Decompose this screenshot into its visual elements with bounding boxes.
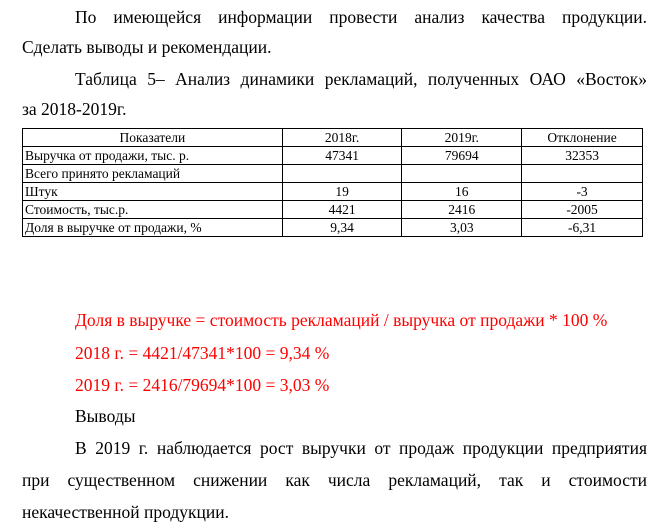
conclusion-line-1: В 2019 г. наблюдается рост выручки от продаж продукции предприятия [75,438,647,458]
cell-2019: 79694 [402,147,522,165]
cell-2018 [282,165,402,183]
formula-2019: 2019 г. = 2416/79694*100 = 3,03 % [75,375,330,395]
conclusion-line-3: некачественной продукции. [22,502,229,522]
table-row [23,201,643,219]
cell-deviation: -2005 [522,201,643,219]
cell-2019: 2416 [402,201,522,219]
cell-2019 [402,165,522,183]
cell-deviation: -3 [522,183,643,201]
row-label: Штук [23,183,283,201]
conclusion-line-2: при существенном снижении как числа рекламаций, так и стоимости [22,470,647,490]
cell-2018: 47341 [282,147,402,165]
row-label: Выручка от продажи, тыс. р. [23,147,283,165]
table-row [23,165,643,183]
conclusions-heading: Выводы [75,406,136,426]
cell-deviation [522,165,643,183]
header-2019: 2019г. [402,129,522,147]
cell-2019: 3,03 [402,219,522,237]
cell-deviation: -6,31 [522,219,643,237]
formula-share: Доля в выручке = стоимость рекламаций / выручка от продажи * 100 % [75,310,608,330]
complaints-table [22,128,643,237]
table-row [23,183,643,201]
header-indicator: Показатели [23,129,283,147]
table-row [23,219,643,237]
table-header-row [23,129,643,147]
row-label: Доля в выручке от продажи, % [23,219,283,237]
header-2018: 2018г. [282,129,402,147]
cell-2018: 9,34 [282,219,402,237]
intro-line-2: Сделать выводы и рекомендации. [22,37,272,57]
intro-line-1: По имеющейся информации провести анализ качества продукции. [75,7,647,27]
formula-2018: 2018 г. = 4421/47341*100 = 9,34 % [75,343,330,363]
row-label: Стоимость, тыс.р. [23,201,283,219]
cell-deviation: 32353 [522,147,643,165]
cell-2019: 16 [402,183,522,201]
table-caption-line-1: Таблица 5– Анализ динамики рекламаций, полученных ОАО «Восток» [75,69,647,89]
table-caption-line-2: за 2018-2019г. [22,99,127,119]
table-row [23,147,643,165]
row-label: Всего принято рекламаций [23,165,283,183]
cell-2018: 19 [282,183,402,201]
cell-2018: 4421 [282,201,402,219]
header-deviation: Отклонение [522,129,643,147]
